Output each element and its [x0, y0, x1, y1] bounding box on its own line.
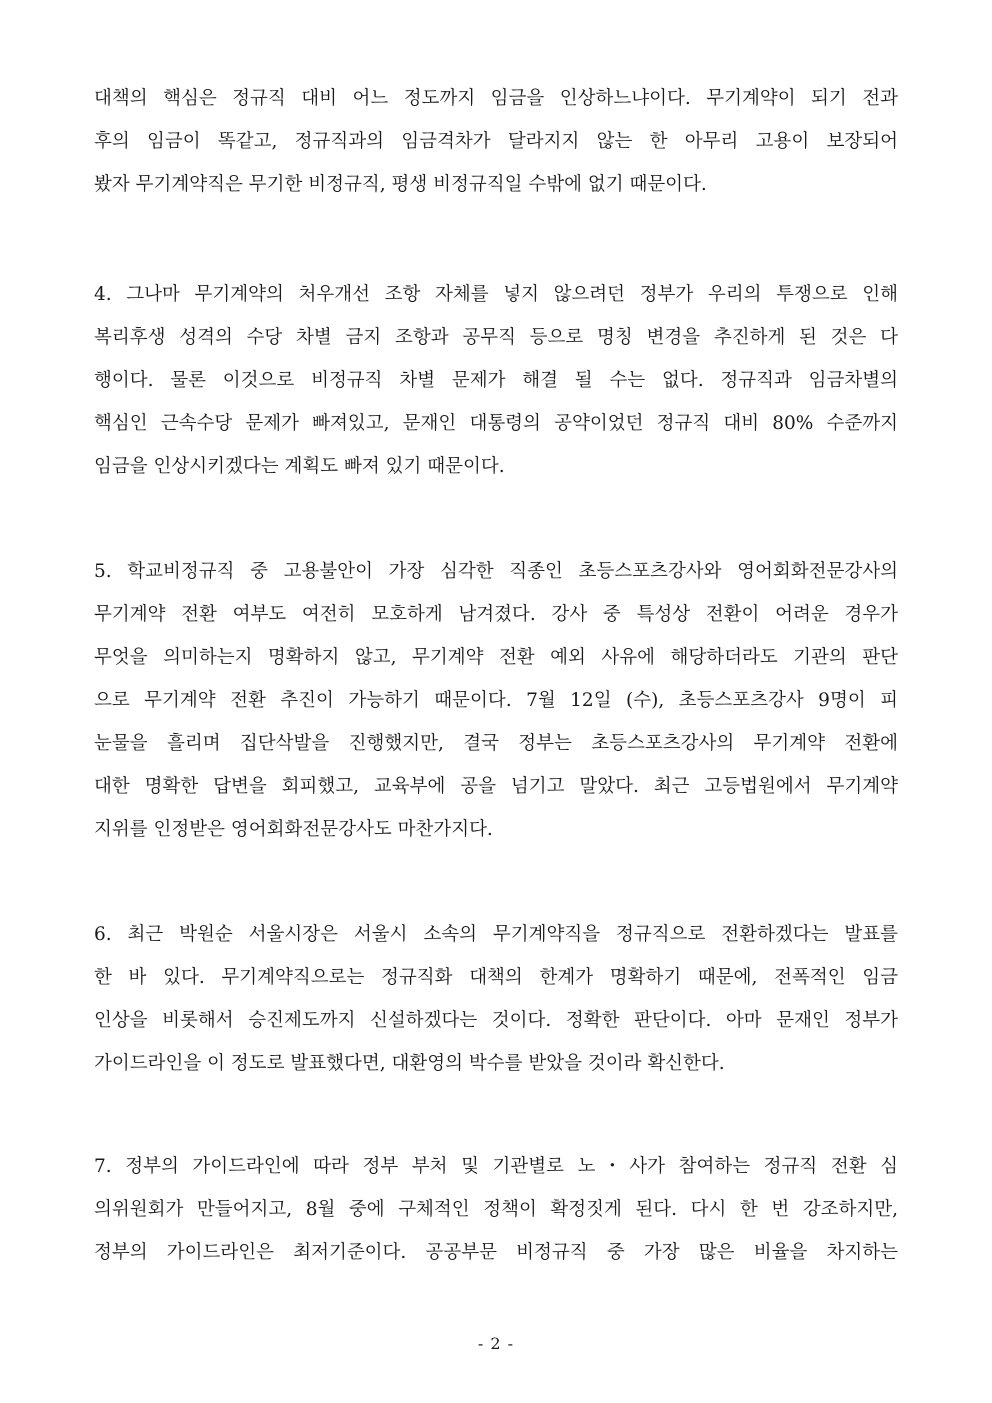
text-line: 임금을 인상시키겠다는 계획도 빠져 있기 때문이다. [94, 456, 505, 477]
text-line: 무엇을 의미하는지 명확하지 않고, 무기계약 전환 예외 사유에 해당하더라도 기관의 판단 [94, 647, 898, 668]
text-line: 행이다. 물론 이것으로 비정규직 차별 문제가 해결 될 수는 없다. 정규직과 임금차별의 [94, 370, 898, 391]
paragraph-continuation [94, 77, 898, 206]
text-line: 무기계약 전환 여부도 여전히 모호하게 남겨졌다. 강사 중 특성상 전환이 어려운 경우가 [94, 604, 898, 625]
text-line: 으로 무기계약 전환 추진이 가능하기 때문이다. 7월 12일 (수), 초등스포츠강사 9명이 피 [94, 690, 898, 711]
page-number: - 2 - [477, 1334, 515, 1353]
text-line: 봤자 무기계약직은 무기한 비정규직, 평생 비정규직일 수밖에 없기 때문이다. [94, 174, 707, 195]
text-line: 후의 임금이 똑같고, 정규직과의 임금격차가 달라지지 않는 한 아무리 고용이 보장되어 [94, 131, 898, 152]
text-line: 5. 학교비정규직 중 고용불안이 가장 심각한 직종인 초등스포츠강사와 영어회화전문강사의 [94, 561, 898, 582]
text-line: 지위를 인정받은 영어회화전문강사도 마찬가지다. [94, 819, 493, 840]
text-line: 대책의 핵심은 정규직 대비 어느 정도까지 임금을 인상하느냐이다. 무기계약이 되기 전과 [94, 88, 898, 109]
text-line: 대한 명확한 답변을 회피했고, 교육부에 공을 넘기고 말았다. 최근 고등법원에서 무기계약 [94, 776, 898, 797]
text-line: 인상을 비롯해서 승진제도까지 신설하겠다는 것이다. 정확한 판단이다. 아마 문재인 정부가 [94, 1010, 898, 1031]
text-line: 복리후생 성격의 수당 차별 금지 조항과 공무직 등으로 명칭 변경을 추진하게 된 것은 다 [94, 327, 898, 348]
text-line: 7. 정부의 가이드라인에 따라 정부 부처 및 기관별로 노・사가 참여하는 정규직 전환 심 [94, 1156, 898, 1177]
text-line: 가이드라인을 이 정도로 발표했다면, 대환영의 박수를 받았을 것이라 확신한다. [94, 1053, 725, 1074]
paragraph-6 [94, 913, 898, 1085]
paragraph-4 [94, 273, 898, 488]
paragraph-5 [94, 550, 898, 851]
text-line: 의위원회가 만들어지고, 8월 중에 구체적인 정책이 확정짓게 된다. 다시 한 번 강조하지만, [94, 1199, 898, 1220]
text-line: 정부의 가이드라인은 최저기준이다. 공공부문 비정규직 중 가장 많은 비율을 차지하는 [94, 1242, 898, 1263]
text-line: 핵심인 근속수당 문제가 빠져있고, 문재인 대통령의 공약이었던 정규직 대비 80% 수준까지 [94, 413, 898, 434]
text-line: 6. 최근 박원순 서울시장은 서울시 소속의 무기계약직을 정규직으로 전환하겠다는 발표를 [94, 924, 898, 945]
text-line: 4. 그나마 무기계약의 처우개선 조항 자체를 넣지 않으려던 정부가 우리의 투쟁으로 인해 [94, 284, 898, 305]
text-line: 눈물을 흘리며 집단삭발을 진행했지만, 결국 정부는 초등스포츠강사의 무기계약 전환에 [94, 733, 898, 754]
paragraph-7 [94, 1145, 898, 1274]
text-line: 한 바 있다. 무기계약직으로는 정규직화 대책의 한계가 명확하기 때문에, 전폭적인 임금 [94, 967, 898, 988]
